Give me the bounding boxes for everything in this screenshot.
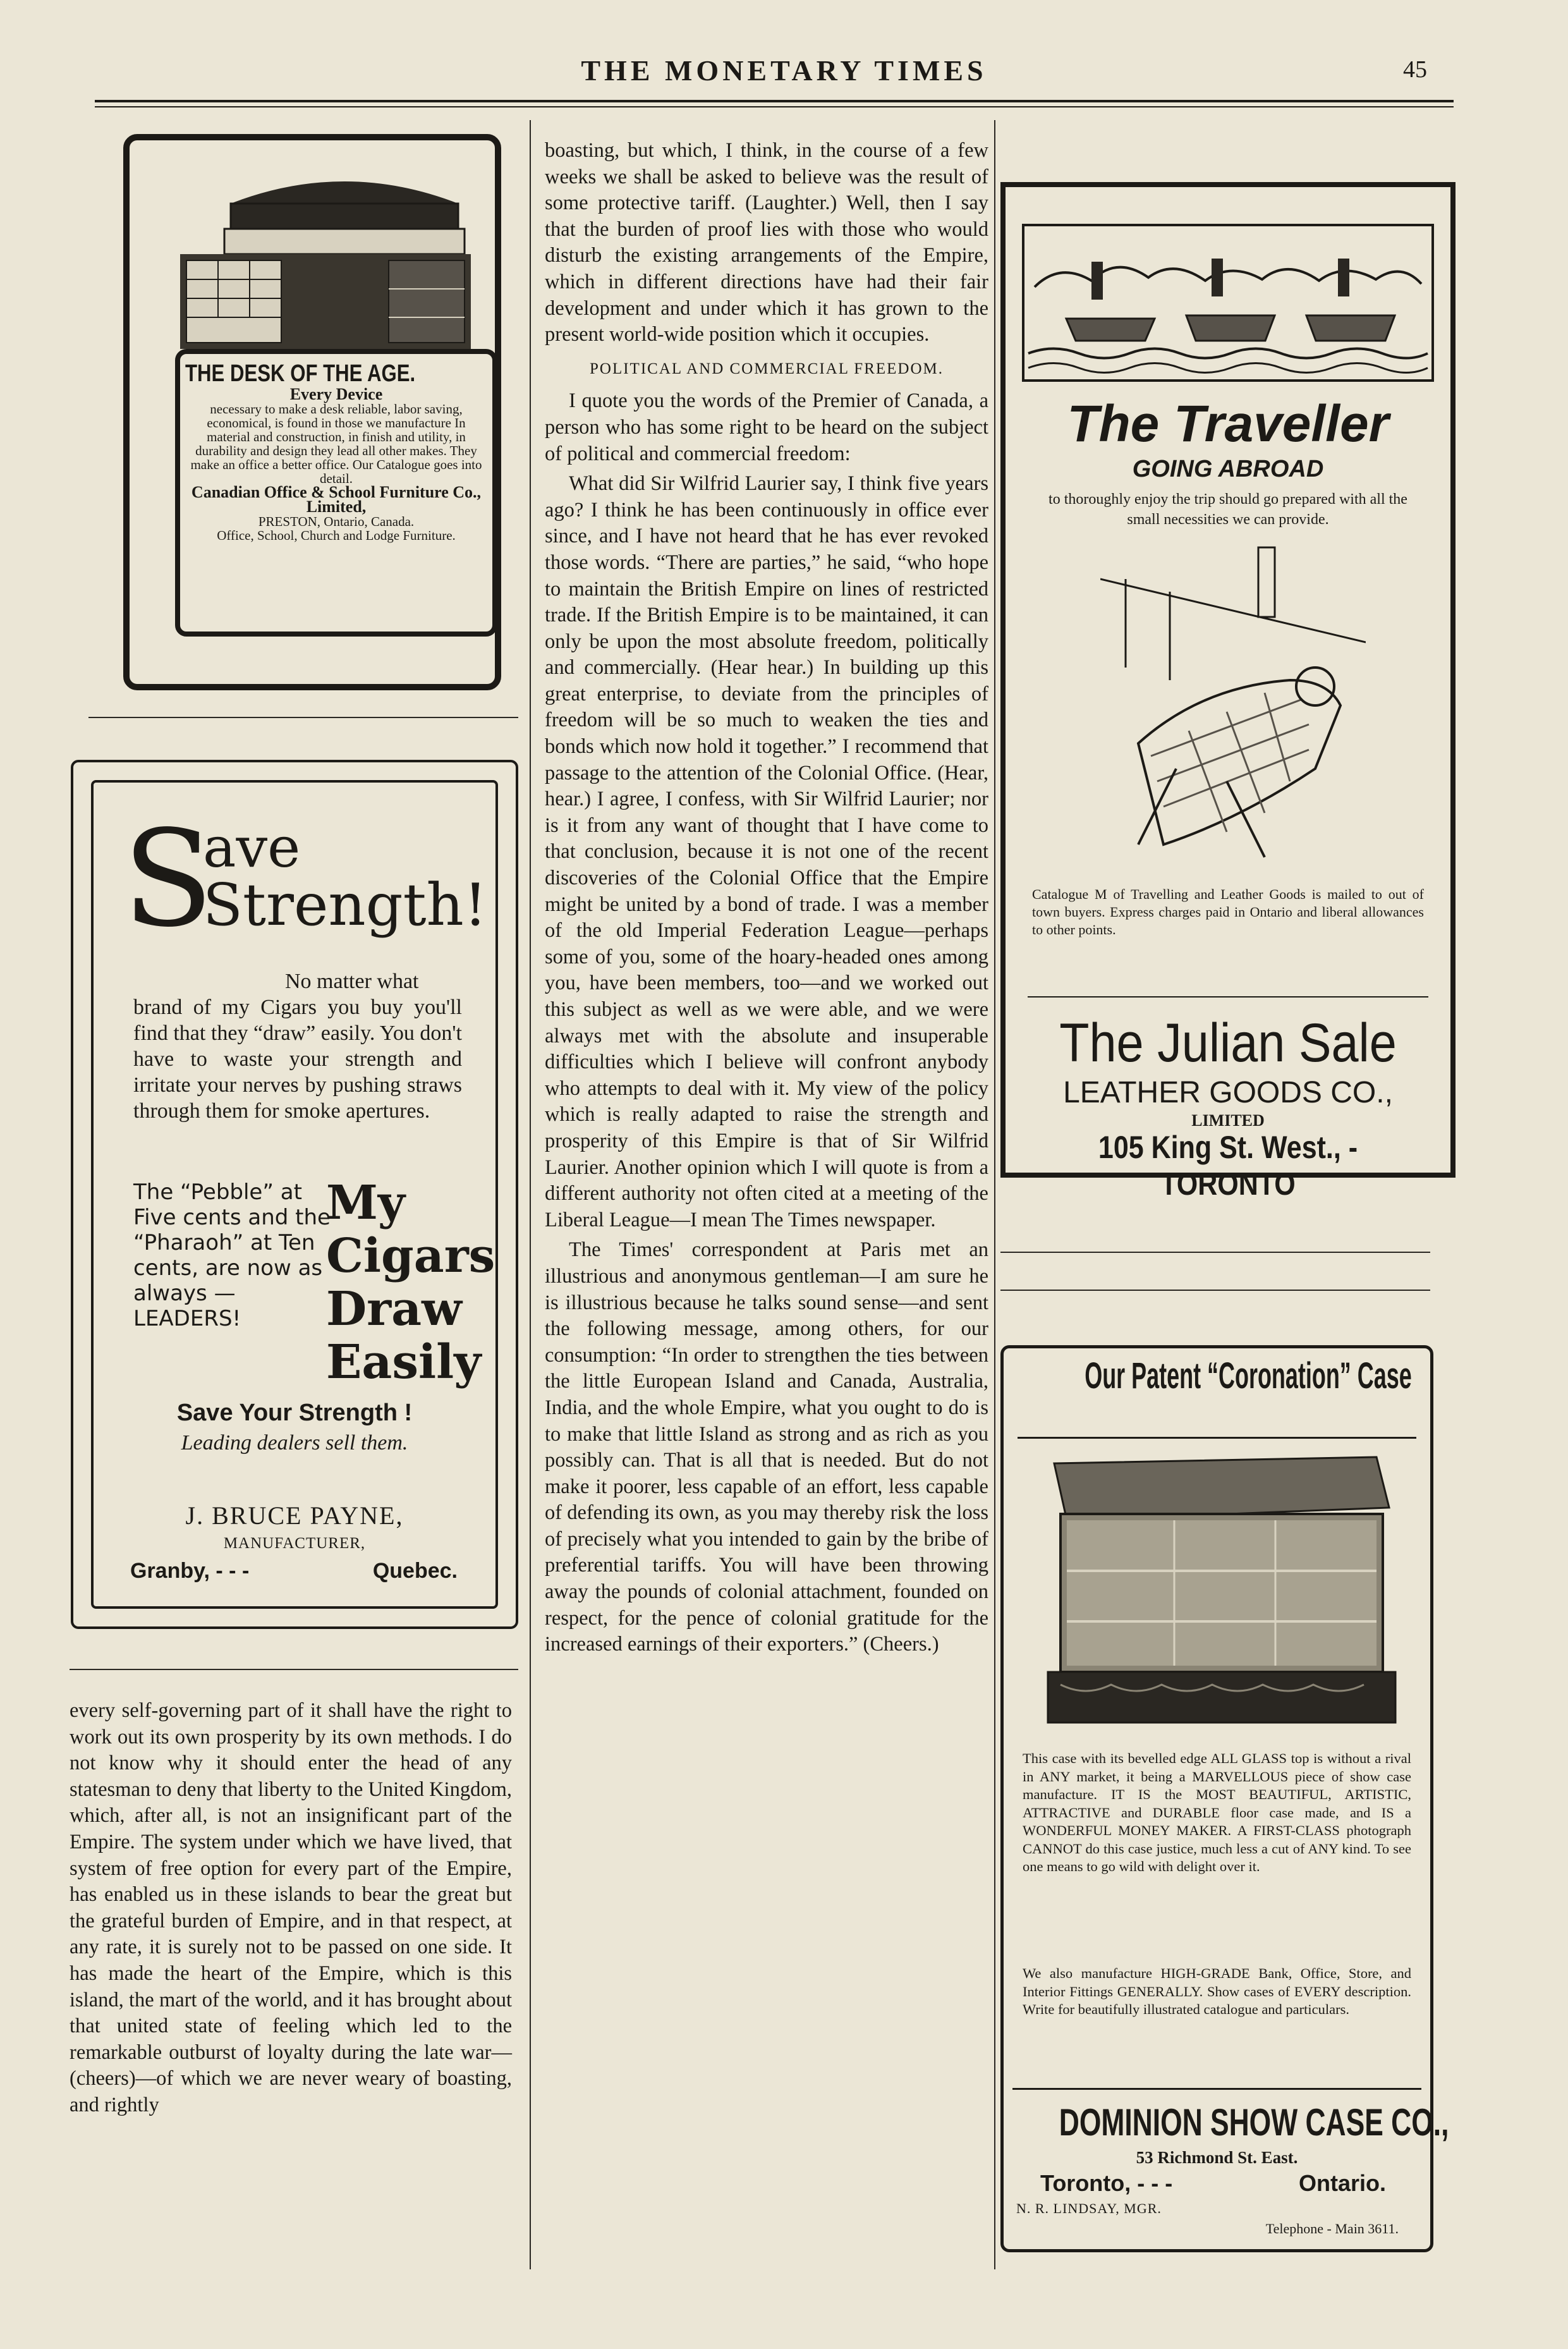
- slogan-word: Easily: [326, 1335, 482, 1389]
- middle-paragraph-2: I quote you the words of the Premier of Canada, a person who has some right to be heard on the subject of political and commercial freedom:: [545, 389, 988, 465]
- header-rule-thin: [95, 106, 1454, 107]
- cigar-ad-initial: S: [123, 802, 214, 956]
- showcase-ad-street: 53 Richmond St. East.: [1136, 2148, 1298, 2167]
- showcase-ad-rule: [1018, 1437, 1416, 1439]
- cigar-advertisement: [71, 760, 518, 1629]
- slogan-word: My: [326, 1176, 405, 1230]
- cigar-ad-first-line: No matter what: [285, 970, 419, 993]
- section-rule: [88, 717, 518, 718]
- traveller-ad-limited: LIMITED: [1191, 1111, 1265, 1130]
- deckchair-illustration: [1100, 541, 1366, 870]
- cigar-ad-save-line: Save Your Strength !: [176, 1400, 413, 1426]
- masthead-title: THE MONETARY TIMES: [581, 54, 987, 87]
- middle-paragraph-4: The Times' correspondent at Paris met an illustrious and anonymous gentleman—I am sure he is illustrious because he talks sound sense—and sent the following message, among others, for our consumption: “In order to strengthen the ties between the little European Island and Canada, Australia, India, and the whole Empire, what you ought to do is to make that little Island as strong and as rich as you possibly can. That is all that is needed. But do not make it poorer, less capable of an effort, less capable of defending its own, as you may thereby risk the loss of precisely what you intended to gain by the bribe of preferential tariffs. You will have been throwing away the pounds of colonial attachment, founded on respect, for the pence of colonial gratitude for the increased earnings of their exporters.” (Cheers.): [545, 1238, 988, 1656]
- section-rule: [1000, 1252, 1430, 1253]
- showcase-illustration: [1035, 1451, 1402, 1735]
- cigar-ad-town: Granby, - - -: [130, 1559, 250, 1583]
- section-rule: [70, 1669, 518, 1670]
- traveller-ad-address: 105 King St. West., - TORONTO: [1098, 1130, 1358, 1202]
- cigar-ad-maker-role: MANUFACTURER,: [223, 1535, 366, 1552]
- traveller-ad-description: to thoroughly enjoy the trip should go prepared with all the small necessities we can provide.: [1048, 491, 1407, 528]
- cigar-ad-paragraph: [133, 968, 462, 1124]
- traveller-ad-catalogue: Catalogue M of Travelling and Leather Goods is mailed to out of town buyers. Express charges paid in Ontario and liberal allowances to other points.: [1032, 886, 1424, 937]
- showcase-ad-province: Ontario.: [1298, 2170, 1386, 2196]
- middle-paragraph-3: What did Sir Wilfrid Laurier say, I think five years ago? I think he has been continuously in office ever since, and I have not heard that he has ever revoked those words. “There are parties,” he said, “who hope to maintain the British Empire on lines of restricted trade. If the British Empire is to be maintained, it can only be upon the most absolute freedom, politically and commercially. (Hear hear.) In building up this great enterprise, to deviate from the principles of freedom will be so much to weaken the ties and bonds which now hold it together.” I recommend that passage to the attention of the Colonial Office. (Hear, hear.) I agree, I confess, with Sir Wilfrid Laurier; nor is it from any want of thought that I have come to that conclusion, because it is not one of the recent discoveries of the Colonial Office that the Empire might be united by a bond of trade. I was a member of the old Imperial Federation League—perhaps some of you, some of the hoary-headed ones among you, have been members, too—and we worked out this subject as well as we were able, and we were always met with the absolute and insuperable difficulties which I believe will confront anybody who attempts to deal with it. My view of the policy which is really adapted to raise the strength and prosperity of this Empire is that of Sir Wilfrid Laurier. Another opinion which I will quote is from a different authority not often cited at a meeting of the Liberal League—I mean The Times newspaper.: [545, 472, 988, 1231]
- showcase-ad-manager: N. R. LINDSAY, MGR.: [1016, 2200, 1162, 2216]
- showcase-ad-description: This case with its bevelled edge ALL GLASS top is without a rival in ANY market, it being a MARVELLOUS piece of show case manufacture. IT IS the MOST BEAUTIFUL, ARTISTIC, ATTRACTIVE and DURABLE floor case made, and IS a WONDERFUL MONEY MAKER. A FIRST-CLASS photograph CANNOT do this case justice, much less a cut of ANY kind. To see one means to go wild with delight over it.: [1023, 1750, 1411, 1874]
- desk-ad-body: necessary to make a desk reliable, labor saving, economical, is found in those we manufacture In material and construction, in finish and utility, in durability and design they lead all other makes. They make an office a better office. Our Catalogue goes into detail.: [190, 401, 482, 486]
- traveller-ad-company-line2: LEATHER GOODS CO.,: [1063, 1076, 1393, 1109]
- section-heading: POLITICAL AND COMMERCIAL FREEDOM.: [590, 360, 944, 377]
- cigar-ad-province: Quebec.: [372, 1559, 458, 1583]
- left-column-paragraph: every self-governing part of it shall have the right to work out its own prosperity by its own methods. I do not know why it should enter the head of any statesman to deny that liberty to the United Kingdom, which, after all, is not an insignificant part of the Empire. The system under which we have lived, that system of free option for every part of the Empire, has enabled us in these islands to bear the great but the grateful burden of Empire, and in that respect, at any rate, it is surely not to be passed on one side. It has made the heart of the Empire, which is this island, the mart of the world, and it has brought about that united state of feeling which led to the remarkable outburst of loyalty during the late war—(cheers)—of which we are never weary of boasting, and rightly: [70, 1699, 512, 2116]
- desk-illustration: [155, 166, 483, 349]
- showcase-ad-city: Toronto, - - -: [1040, 2170, 1173, 2196]
- middle-paragraph-1: boasting, but which, I think, in the course of a few weeks we shall be asked to believe was the result of some protective tariff. (Laughter.) Well, then I say that the burden of proof lies with those who would disturb the existing arrangements of the Empire, which in different directions have had their fair development and under which it has grown to the present world-wide position which it occupies.: [545, 139, 988, 346]
- cigar-ad-word-strength: Strength!: [203, 871, 487, 939]
- ships-illustration: [1022, 224, 1434, 382]
- showcase-advertisement: [1000, 1345, 1449, 2252]
- cigar-ad-maker-name: J. BRUCE PAYNE,: [185, 1501, 404, 1530]
- page-number: 45: [1403, 56, 1427, 83]
- slogan-word: Draw: [326, 1282, 462, 1336]
- desk-ad-company: Canadian Office & School Furniture Co., Limited,: [191, 483, 482, 516]
- cigar-ad-word-save: ave: [203, 815, 301, 880]
- traveller-advertisement: [1000, 182, 1456, 1202]
- cigar-ad-body: brand of my Cigars you buy you'll find that they “draw” easily. You don't have to waste your strength and irritate your nerves by pushing straws through them for smoke apertures.: [133, 996, 462, 1123]
- desk-ad-text-box: [175, 349, 497, 637]
- desk-ad-title: THE DESK OF THE AGE.: [185, 360, 416, 387]
- slogan-word: Cigars: [326, 1229, 495, 1283]
- column-divider-left: [530, 120, 531, 2269]
- section-rule: [1000, 1290, 1430, 1291]
- cigar-ad-dealers: Leading dealers sell them.: [181, 1431, 408, 1455]
- showcase-ad-company: DOMINION SHOW CASE CO.,: [1059, 2101, 1449, 2144]
- header-rule: [95, 100, 1454, 102]
- cigar-ad-brands: The “Pebble” at Five cents and the “Pharaoh” at Ten cents, are now as always —LEADERS!: [133, 1180, 331, 1331]
- desk-ad-products: Office, School, Church and Lodge Furniture.: [217, 528, 456, 543]
- traveller-ad-rule: [1028, 996, 1428, 998]
- desk-advertisement: [123, 134, 501, 690]
- traveller-ad-subtitle: GOING ABROAD: [1132, 456, 1324, 482]
- desk-ad-headline: Every Device: [289, 385, 383, 403]
- middle-column-text: [545, 138, 988, 1662]
- cigar-ad-slogan: [326, 1176, 495, 1389]
- showcase-ad-products: We also manufacture HIGH-GRADE Bank, Office, Store, and Interior Fittings GENERALLY. Show cases of EVERY description. Write for beautifully illustrated catalogue and particulars.: [1023, 1965, 1411, 2017]
- traveller-ad-title: The Traveller: [1067, 395, 1389, 453]
- desk-ad-location: PRESTON, Ontario, Canada.: [258, 514, 415, 529]
- column-divider-right: [994, 120, 995, 2269]
- traveller-ad-company: The Julian Sale: [1059, 1013, 1397, 1073]
- showcase-ad-telephone: Telephone - Main 3611.: [1265, 2221, 1399, 2236]
- showcase-ad-title: Our Patent “Coronation” Case: [1085, 1355, 1412, 1396]
- left-column-text: [70, 1698, 512, 2123]
- showcase-ad-rule: [1012, 2088, 1421, 2090]
